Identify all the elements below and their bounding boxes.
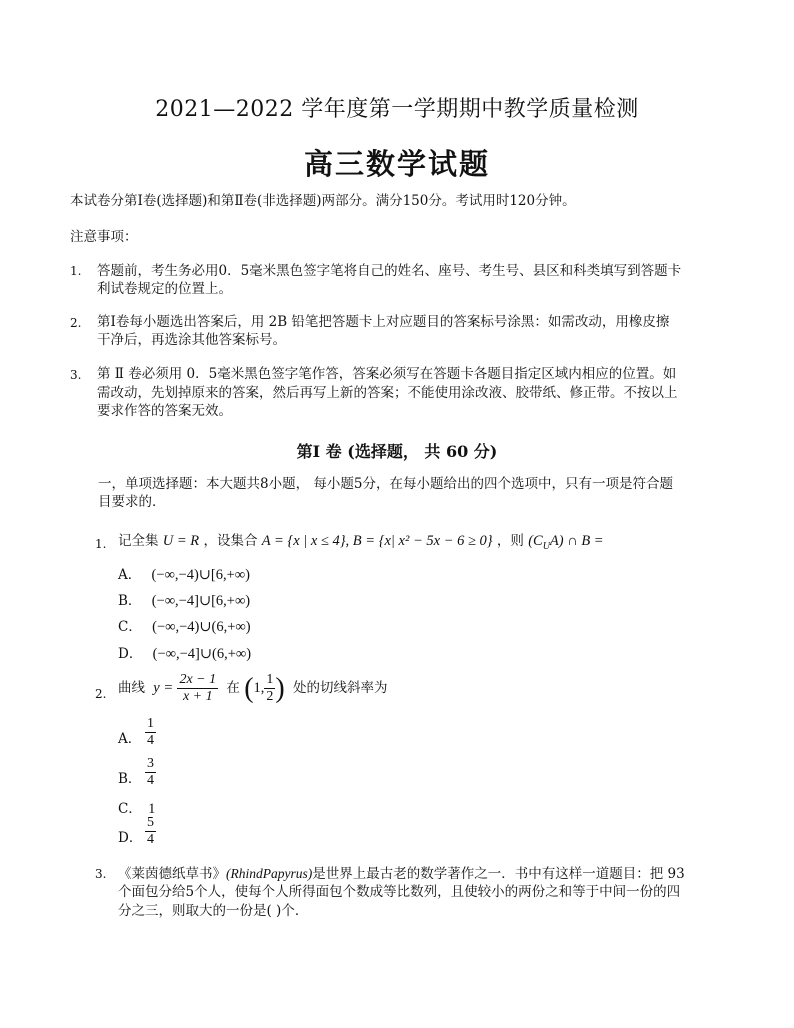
fraction bbox=[264, 672, 275, 705]
stem-math bbox=[528, 533, 604, 552]
option-label: A． bbox=[118, 567, 142, 583]
question-number: 1. bbox=[95, 537, 107, 551]
intro-text: 本试卷分第Ⅰ卷(选择题)和第Ⅱ卷(非选择题)两部分。满分150分。考试用时120分钟。 bbox=[70, 193, 576, 209]
note-text: 利试卷规定的位置上。 bbox=[97, 281, 232, 297]
option-value bbox=[145, 815, 156, 848]
option-label: D． bbox=[118, 830, 143, 846]
question-stem: 个面包分给5个人，使每个人所得面包个数成等比数列，且使较小的两份之和等于中间一份的四 bbox=[118, 884, 681, 900]
note-text: 干净后，再选涂其他答案标号。 bbox=[97, 332, 286, 348]
question-stem bbox=[118, 672, 388, 705]
stem-text: ，设集合 bbox=[203, 533, 258, 549]
option-label: B． bbox=[118, 771, 142, 787]
fraction bbox=[145, 756, 156, 789]
exam-title: 2021—2022 学年度第一学期期中教学质量检测 bbox=[155, 97, 639, 122]
question-number: 2. bbox=[95, 687, 107, 701]
fraction-numerator: 1 bbox=[266, 672, 274, 687]
question-stem bbox=[118, 533, 604, 555]
fraction-numerator: 1 bbox=[147, 716, 154, 731]
stem-math: (RhindPapyrus) bbox=[226, 866, 313, 881]
fraction bbox=[145, 716, 156, 749]
stem-text: 处的切线斜率为 bbox=[293, 680, 388, 696]
option-row bbox=[118, 615, 251, 636]
fraction bbox=[177, 672, 218, 705]
paren-close: ) bbox=[275, 673, 285, 704]
option-value: (−∞,−4)∪(6,+∞) bbox=[152, 619, 251, 635]
note-text: 答题前，考生务必用0．5毫米黑色签字笔将自己的姓名、座号、考生号、县区和科类填写到答题卡 bbox=[97, 263, 682, 279]
stem-text: 《莱茵德纸草书》 bbox=[118, 866, 226, 882]
fraction-numerator: 3 bbox=[147, 756, 154, 771]
fraction-denominator: 4 bbox=[147, 773, 154, 788]
fraction-denominator: 2 bbox=[266, 689, 274, 704]
expr-rest: A) ∩ B = bbox=[549, 533, 604, 549]
stem-text: 是世界上最古老的数学著作之一．书中有这样一道题目：把 93 bbox=[312, 866, 685, 882]
question-stem: 分之三，则取大的一份是( )个． bbox=[118, 903, 309, 919]
stem-math: y = bbox=[153, 680, 174, 696]
note-text: 需改动，先划掉原来的答案，然后再写上新的答案；不能使用涂改液、胶带纸、修正带。不按以上 bbox=[97, 385, 678, 401]
paren-open: ( bbox=[244, 673, 254, 704]
fraction-denominator: x + 1 bbox=[182, 689, 213, 704]
question-stem bbox=[118, 865, 685, 883]
option-label: B． bbox=[118, 593, 142, 609]
fraction bbox=[145, 815, 156, 848]
fraction-numerator: 2x − 1 bbox=[179, 672, 217, 687]
expr-sub: U bbox=[542, 540, 550, 552]
stem-text: 曲线 bbox=[118, 680, 145, 696]
stem-text: ，则 bbox=[496, 533, 524, 549]
option-label: A． bbox=[118, 731, 142, 747]
question-number: 3. bbox=[95, 867, 107, 881]
fraction-numerator: 5 bbox=[147, 815, 154, 830]
note-text: 第 Ⅱ 卷必须用 0．5毫米黑色签字笔作答，答案必须写在答题卡各题目指定区域内相应的位置。如 bbox=[97, 366, 677, 382]
note-number: 2. bbox=[70, 316, 82, 330]
subject-title: 高三数学试题 bbox=[303, 147, 490, 181]
option-row bbox=[118, 563, 250, 584]
notes-heading: 注意事项： bbox=[70, 229, 138, 245]
option-value: (−∞,−4]∪(6,+∞) bbox=[152, 646, 252, 662]
option-value bbox=[145, 756, 156, 789]
stem-math: U = R bbox=[162, 533, 200, 549]
section-instruction: 目要求的． bbox=[98, 494, 166, 510]
option-value: 1 bbox=[148, 801, 156, 817]
note-text: 第Ⅰ卷每小题选出答案后，用 2B 铅笔把答题卡上对应题目的答案标号涂黑：如需改动，用橡皮擦 bbox=[97, 314, 670, 330]
note-number: 3. bbox=[70, 368, 82, 382]
option-label: D． bbox=[118, 646, 143, 662]
option-row bbox=[118, 642, 251, 663]
section-instruction: 一，单项选择题：本大题共8小题， 每小题5分，在每小题给出的四个选项中，只有一项是符合题 bbox=[98, 476, 673, 492]
stem-text: 记全集 bbox=[118, 533, 159, 549]
expr-open: (C bbox=[528, 533, 543, 549]
fraction-denominator: 4 bbox=[147, 733, 154, 748]
option-value bbox=[145, 716, 156, 749]
option-row bbox=[118, 589, 250, 610]
note-number: 1. bbox=[70, 264, 82, 278]
stem-text: 在 bbox=[226, 680, 240, 696]
option-value: (−∞,−4]∪[6,+∞) bbox=[151, 593, 251, 609]
note-text: 要求作答的答案无效。 bbox=[97, 403, 232, 419]
option-label: C． bbox=[118, 801, 142, 817]
stem-math: 1, bbox=[253, 680, 265, 696]
option-value: (−∞,−4)∪[6,+∞) bbox=[151, 567, 250, 583]
stem-math: A = {x | x ≤ 4}, B = {x| x² − 5x − 6 ≥ 0} bbox=[261, 533, 493, 549]
section-title: 第Ⅰ 卷 (选择题， 共 60 分) bbox=[296, 442, 498, 461]
fraction-denominator: 4 bbox=[147, 832, 154, 847]
option-label: C． bbox=[118, 619, 142, 635]
